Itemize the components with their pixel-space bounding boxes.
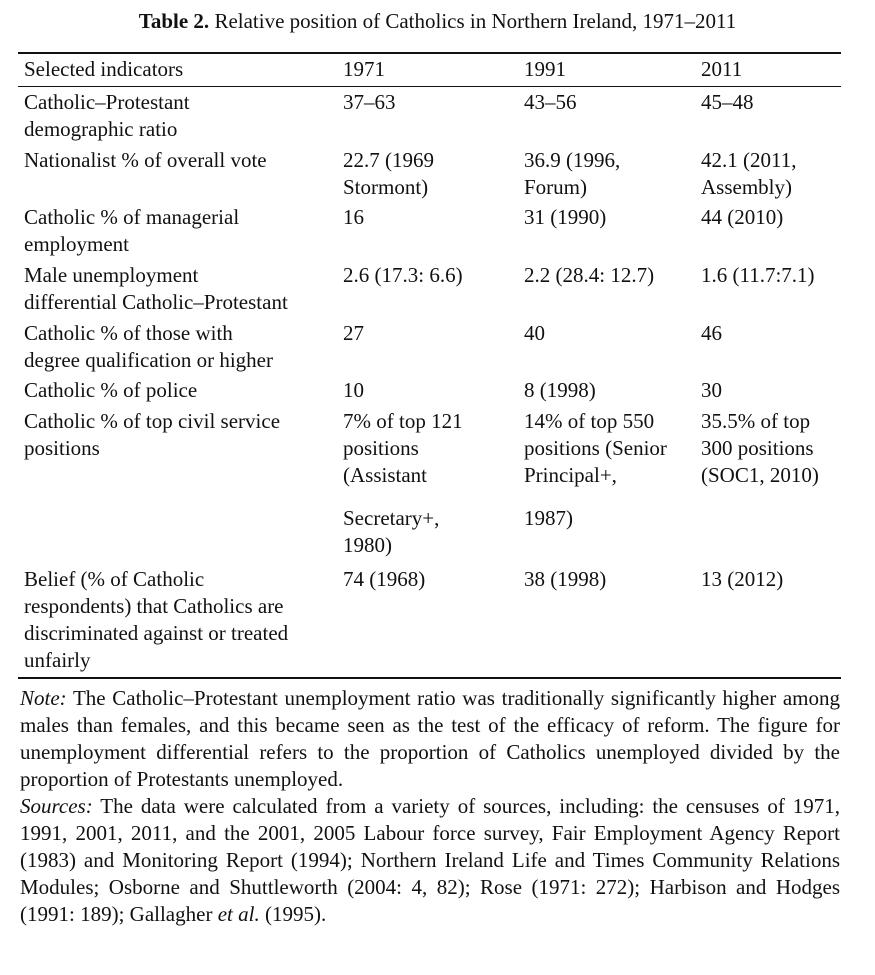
sources-text-end: (1995).	[264, 902, 327, 926]
cell-indicator-degree: degree qualification or higher	[24, 348, 273, 372]
cell-indicator-demographic-ratio: demographic ratio	[24, 117, 178, 141]
cell-1971-demographic-ratio: 37–63	[343, 90, 396, 114]
header-2011: 2011	[701, 57, 743, 81]
cell-1971-nationalist-vote: Stormont)	[343, 175, 429, 199]
cell-indicator-belief: Belief (% of Catholic	[24, 567, 205, 591]
cell-2011-nationalist-vote: 42.1 (2011,	[701, 148, 797, 172]
cell-indicator-degree: Catholic % of those with	[24, 321, 233, 345]
cell-1991-nationalist-vote: 36.9 (1996,	[524, 148, 621, 172]
cell-indicator-civil-service: Catholic % of top civil service	[24, 409, 281, 433]
cell-1991-nationalist-vote: Forum)	[524, 175, 587, 199]
cell-1971-civil-service: 7% of top 121	[343, 409, 463, 433]
cell-indicator-managerial: Catholic % of managerial	[24, 205, 240, 229]
cell-indicator-demographic-ratio: Catholic–Protestant	[24, 90, 190, 114]
cell-1991-civil-service: positions (Senior	[524, 436, 667, 460]
cell-1971-nationalist-vote: 22.7 (1969	[343, 148, 434, 172]
cell-1991-civil-service: 1987)	[524, 506, 573, 530]
header-1971: 1971	[343, 57, 385, 81]
cell-1971-degree: 27	[343, 321, 364, 345]
cell-1991-managerial: 31 (1990)	[524, 205, 607, 229]
cell-1971-civil-service: positions	[343, 436, 419, 460]
note-paragraph	[20, 685, 840, 793]
cell-1991-demographic-ratio: 43–56	[524, 90, 577, 114]
cell-1971-civil-service: (Assistant	[343, 463, 427, 487]
cell-1991-degree: 40	[524, 321, 545, 345]
sources-text: The data were calculated from a variety of sources, including: the censuses of 1971, 1991, 2001, 2011, and the 2001, 2005 Labour force survey, Fair Employment Agency Report (1983) and Monitoring Report (1994); Northern Ireland Life and Times Community Relations Modules; Osborne and Shuttleworth (2004: 4, 82); Rose (1971: 272); Harbison and Hodges (1991: 189); Gallagher	[20, 794, 840, 926]
cell-1971-police: 10	[343, 378, 364, 402]
cell-2011-civil-service: 35.5% of top	[701, 409, 811, 433]
cell-2011-demographic-ratio: 45–48	[701, 90, 754, 114]
cell-1971-civil-service: 1980)	[343, 533, 392, 557]
cell-2011-belief: 13 (2012)	[701, 567, 784, 591]
cell-1991-belief: 38 (1998)	[524, 567, 607, 591]
header-indicators: Selected indicators	[24, 57, 184, 81]
cell-indicator-nationalist-vote: Nationalist % of overall vote	[24, 148, 267, 172]
table-caption-text: Relative position of Catholics in Northern Ireland, 1971–2011	[214, 9, 737, 33]
cell-2011-nationalist-vote: Assembly)	[701, 175, 792, 199]
cell-indicator-police: Catholic % of police	[24, 378, 198, 402]
cell-1971-managerial: 16	[343, 205, 364, 229]
cell-indicator-belief: respondents) that Catholics are	[24, 594, 284, 618]
cell-2011-degree: 46	[701, 321, 722, 345]
sources-paragraph	[20, 793, 840, 928]
header-1991: 1991	[524, 57, 566, 81]
cell-1971-unemployment: 2.6 (17.3: 6.6)	[343, 263, 463, 287]
table-caption	[0, 6, 875, 36]
sources-et-al: et al.	[217, 902, 260, 926]
cell-1991-unemployment: 2.2 (28.4: 12.7)	[524, 263, 655, 287]
cell-2011-civil-service: (SOC1, 2010)	[701, 463, 819, 487]
table-caption-label: Table 2.	[138, 9, 210, 33]
cell-indicator-belief: discriminated against or treated	[24, 621, 289, 645]
cell-1991-civil-service: 14% of top 550	[524, 409, 655, 433]
cell-1991-civil-service: Principal+,	[524, 463, 617, 487]
cell-1971-belief: 74 (1968)	[343, 567, 426, 591]
cell-indicator-unemployment: differential Catholic–Protestant	[24, 290, 288, 314]
cell-indicator-belief: unfairly	[24, 648, 91, 672]
cell-2011-unemployment: 1.6 (11.7:7.1)	[701, 263, 815, 287]
table-notes	[20, 685, 840, 928]
table-top-rule	[18, 52, 841, 54]
sources-label: Sources:	[20, 794, 93, 818]
note-text: The Catholic–Protestant unemployment ratio was traditionally significantly higher among males than females, and this became seen as the test of the efficacy of reform. The figure for unemployment differential refers to the proportion of Catholics unemployed divided by the proportion of Protestants unemployed.	[20, 686, 840, 791]
cell-indicator-managerial: employment	[24, 232, 129, 256]
cell-1991-police: 8 (1998)	[524, 378, 596, 402]
cell-2011-civil-service: 300 positions	[701, 436, 814, 460]
cell-2011-police: 30	[701, 378, 722, 402]
cell-indicator-civil-service: positions	[24, 436, 100, 460]
cell-1971-civil-service: Secretary+,	[343, 506, 440, 530]
cell-2011-managerial: 44 (2010)	[701, 205, 784, 229]
cell-indicator-unemployment: Male unemployment	[24, 263, 199, 287]
table-bottom-rule	[18, 677, 841, 679]
note-label: Note:	[20, 686, 67, 710]
header-rule	[18, 86, 841, 87]
